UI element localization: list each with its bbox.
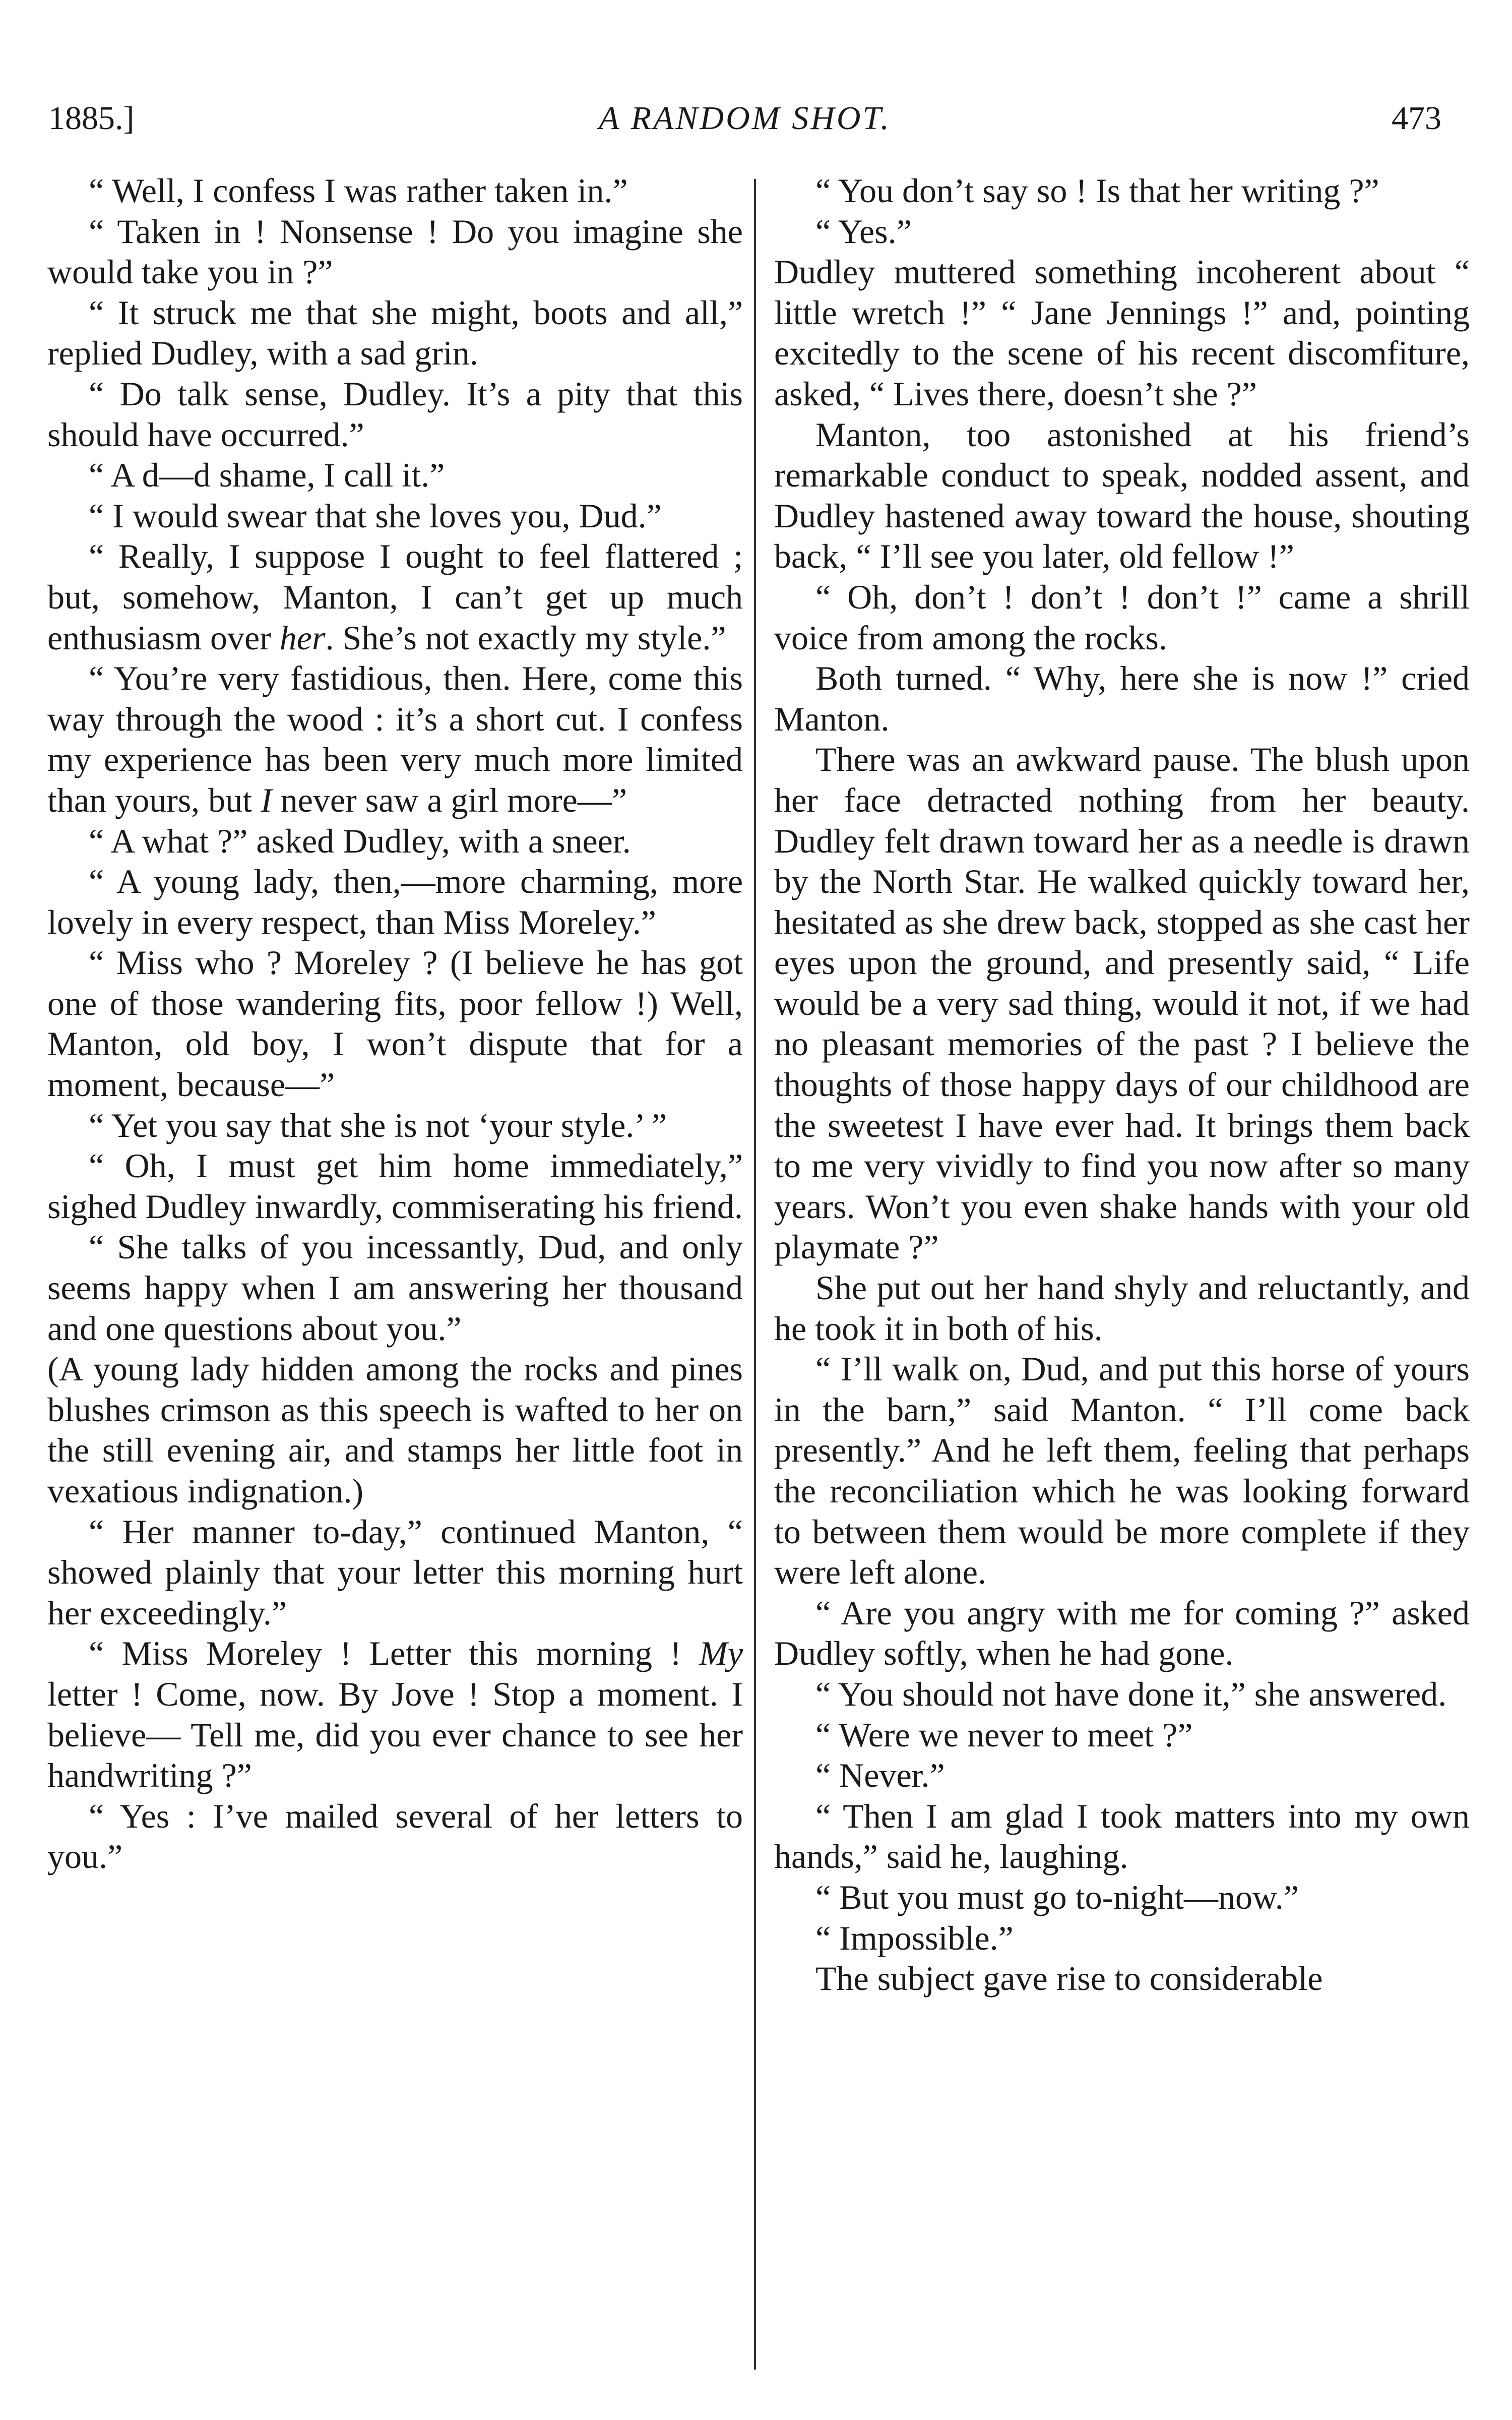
paragraph: “ She talks of you incessantly, Dud, and only seems happy when I am answering her thousand and one questions about you.” <box>47 1228 743 1348</box>
paragraph: “ You don’t say so ! Is that her writing ?” <box>815 171 1379 210</box>
paragraph: “ Do talk sense, Dudley. It’s a pity that this should have occurred.” <box>47 374 743 454</box>
page-number: 473 <box>1392 100 1441 137</box>
paragraph: “ Well, I confess I was rather taken in.” <box>89 171 628 210</box>
paragraph: “ I would swear that she loves you, Dud.” <box>89 496 662 535</box>
right-column <box>774 170 1470 2379</box>
paragraph: The subject gave rise to considerable <box>815 1959 1323 1998</box>
paragraph <box>47 658 743 820</box>
column-divider <box>754 179 756 2370</box>
paragraph: “ You should not have done it,” she answered. <box>815 1674 1447 1713</box>
paragraph <box>47 536 743 658</box>
paragraph: (A young lady hidden among the rocks and pines blushes crimson as this speech is wafted to her on the still evening air, and stamps her little foot in vexatious indignation.) <box>47 1350 743 1510</box>
paragraph: “ Then I am glad I took matters into my own hands,” said he, laughing. <box>774 1796 1470 1876</box>
header-title: A RANDOM SHOT. <box>599 100 891 137</box>
paragraph: “ Her manner to-day,” continued Manton, “ showed plainly that your letter this morning hurt her exceedingly.” <box>47 1512 743 1632</box>
paragraph: “ But you must go to-night—now.” <box>815 1878 1299 1916</box>
paragraph: “ Miss who ? Moreley ? (I believe he has got one of those wandering fits, poor fellow !) Well, Manton, old boy, I won’t dispute that for a moment, because—” <box>47 943 743 1104</box>
paragraph: Dudley muttered something incoherent about “ little wretch !” “ Jane Jennings !” and, pointing excitedly to the scene of his recent discomfiture, asked, “ Lives there, doesn’t she ?” <box>774 253 1470 413</box>
paragraph: “ Taken in ! Nonsense ! Do you imagine she would take you in ?” <box>47 212 743 291</box>
paragraph: “ Were we never to meet ?” <box>815 1715 1193 1754</box>
paragraph: “ Are you angry with me for coming ?” asked Dudley softly, when he had gone. <box>774 1593 1470 1673</box>
paragraph: Both turned. “ Why, here she is now !” cried Manton. <box>774 659 1470 738</box>
header-year: 1885.] <box>48 100 135 137</box>
paragraph: “ It struck me that she might, boots and all,” replied Dudley, with a sad grin. <box>47 293 743 373</box>
paragraph: Manton, too astonished at his friend’s remarkable conduct to speak, nodded assent, and Dudley hastened away toward the house, shouting back, “ I’ll see you later, old fellow !” <box>774 415 1470 576</box>
emphasis: I <box>261 780 272 819</box>
paragraph: “ A what ?” asked Dudley, with a sneer. <box>89 821 631 860</box>
paragraph: “ Impossible.” <box>815 1918 1014 1957</box>
paragraph: “ Oh, I must get him home immediately,” sighed Dudley inwardly, commiserating his friend. <box>47 1146 743 1226</box>
paragraph: “ Never.” <box>815 1756 945 1795</box>
paragraph: She put out her hand shyly and reluctantly, and he took it in both of his. <box>774 1268 1470 1348</box>
paragraph: “ A young lady, then,—more charming, more lovely in every respect, than Miss Moreley.” <box>47 862 743 941</box>
emphasis: her <box>279 618 326 657</box>
paragraph: “ Yet you say that she is not ‘your style.’ ” <box>89 1106 667 1144</box>
text-run: “ Really, I suppose I ought to feel flattered ; but, somehow, Manton, I can’t get up much enthusiasm over <box>47 537 743 657</box>
paragraph: “ I’ll walk on, Dud, and put this horse of yours in the barn,” said Manton. “ I’ll come back presently.” And he left them, feeling that perhaps the reconciliation which he was looking forward to between them would be more complete if they were left alone. <box>774 1350 1470 1592</box>
left-column <box>47 170 743 2379</box>
text-run: “ You’re very fastidious, then. Here, come this way through the wood : it’s a short cut. I confess my experience has been very much more limited than yours, but <box>47 659 743 819</box>
text-run: “ Miss Moreley ! Letter this morning ! <box>89 1634 700 1673</box>
text-run: . She’s not exactly my style.” <box>325 618 726 657</box>
paragraph <box>47 1633 743 1795</box>
paragraph: There was an awkward pause. The blush upon her face detracted nothing from her beauty. Dudley felt drawn toward her as a needle is drawn by the North Star. He walked quickly toward her, hesitated as she drew back, stopped as she cast her eyes upon the ground, and presently said, “ Life would be a very sad thing, would it not, if we had no pleasant memories of the past ? I believe the thoughts of those happy days of our childhood are the sweetest I have ever had. It brings them back to me very vividly to find you now after so many years. Won’t you even shake hands with your old playmate ?” <box>774 740 1470 1266</box>
paragraph: “ Yes.” <box>815 212 912 251</box>
emphasis: My <box>699 1634 743 1673</box>
text-run: never saw a girl more—” <box>272 780 627 819</box>
running-header <box>48 96 1441 141</box>
paragraph: “ Yes : I’ve mailed several of her letters to you.” <box>47 1796 743 1876</box>
paragraph: “ Oh, don’t ! don’t ! don’t !” came a shrill voice from among the rocks. <box>774 577 1470 657</box>
paragraph: “ A d—d shame, I call it.” <box>89 456 445 495</box>
text-run: letter ! Come, now. By Jove ! Stop a moment. I believe— Tell me, did you ever chance to see her handwriting ?” <box>47 1674 743 1795</box>
